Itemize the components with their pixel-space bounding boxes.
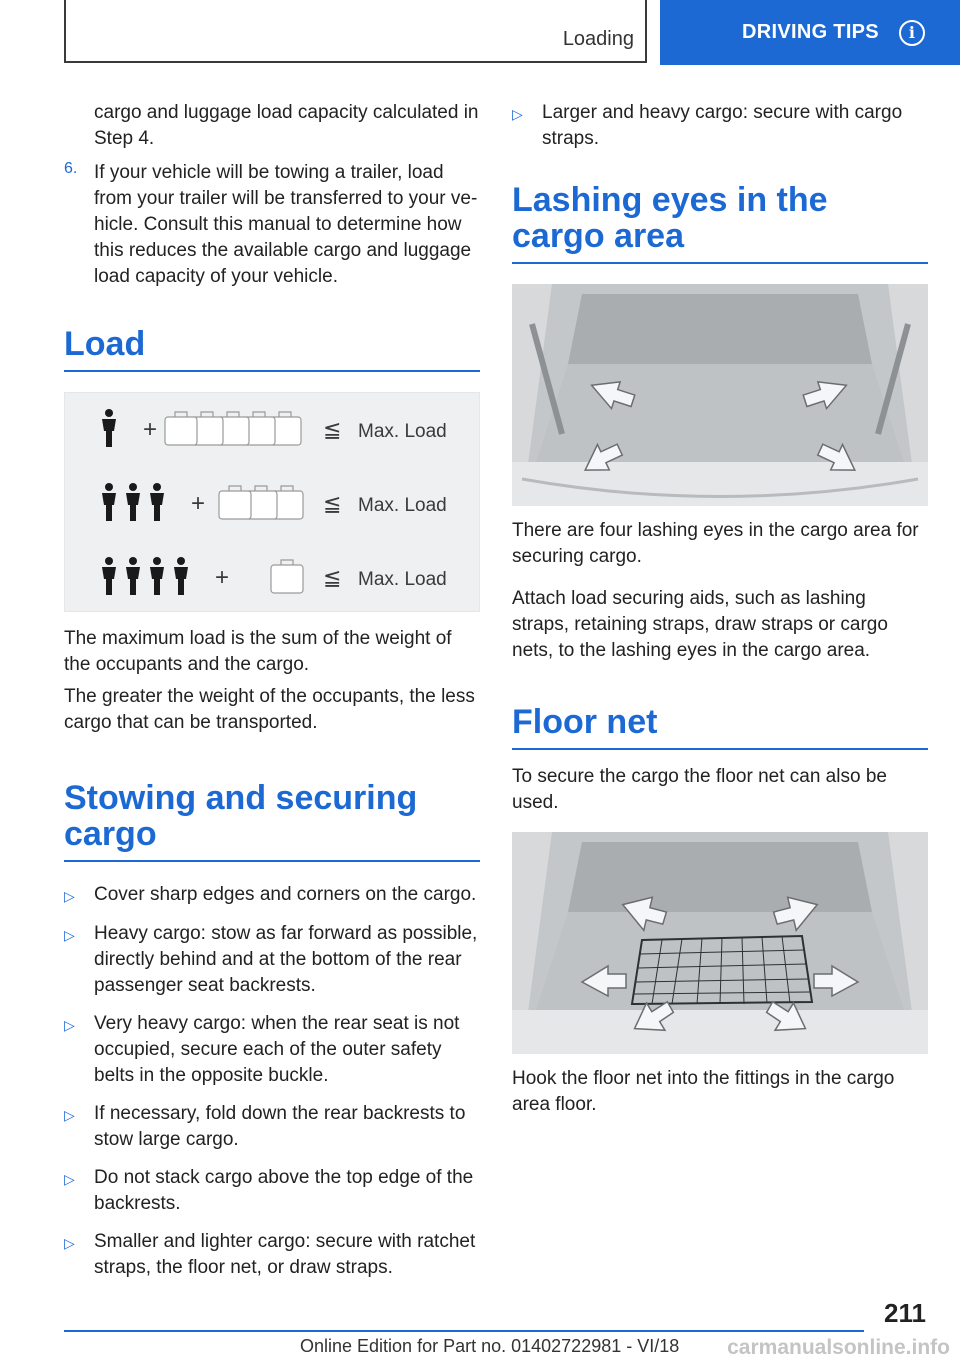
person-icon [150,483,164,521]
list-item: ▷ Cover sharp edges and corners on the cargo. [64,882,480,909]
max-load-label: Max. Load [358,495,447,516]
footer-edition: Online Edition for Part no. 01402722981 - VI/18 [300,1336,680,1356]
plus-sign: + [143,416,158,443]
less-equal-sign: ≦ [323,491,342,516]
triangle-bullet-icon: ▷ [64,1017,75,1033]
triangle-bullet-icon: ▷ [64,1235,75,1251]
lashing-eyes-heading: Lashing eyes in the cargo area [512,182,928,264]
continued-list [512,100,928,152]
lashing-paragraph-1: There are four lashing eyes in the cargo area for securing cargo. [512,520,919,567]
person-icon [102,409,116,447]
floor-net-heading: Floor net [512,704,928,750]
less-equal-sign: ≦ [323,417,342,442]
list-item: ▷ Do not stack cargo above the top edge of the backrests. [64,1165,480,1217]
load-paragraph-1: The maximum load is the sum of the weight of the occupants and the cargo. [64,628,452,675]
triangle-bullet-icon: ▷ [64,1171,75,1187]
floor-net-photo [512,832,928,1054]
chapter-title: DRIVING TIPS [742,21,879,43]
continued-paragraph: cargo and luggage load capacity calculated in Step 4. [94,102,479,149]
stowing-list [64,882,480,1281]
right-column [512,100,928,1118]
load-figure [64,392,480,612]
stowing-heading: Stowing and securing cargo [64,780,480,862]
person-icon [102,483,116,521]
list-item: ▷ Heavy cargo: stow as far forward as possible, directly behind and at the bottom of the rear passenger seat backrests. [64,921,480,999]
less-equal-sign: ≦ [323,565,342,590]
load-diagram [65,393,479,611]
section-title: Loading [562,28,634,50]
person-icon [102,557,116,595]
numbered-item-6 [64,160,480,290]
max-load-label: Max. Load [358,421,447,442]
lashing-paragraph-2: Attach load securing aids, such as lashing straps, retaining straps, draw straps or cargo nets, to the lashing eyes in the cargo area. [512,588,888,661]
floor-net-paragraph-2: Hook the floor net into the fittings in the cargo area floor. [512,1068,895,1115]
header-left-frame [64,0,647,63]
triangle-bullet-icon: ▷ [64,1107,75,1123]
person-icon [174,557,188,595]
item-text: If your vehicle will be towing a trailer, load from your trailer will be transferred to your ve‐hicle. Consult this manual to determine how this reduces the available cargo and luggage load capacity of your vehicle. [94,162,478,287]
watermark: carmanualsonline.info [727,1336,950,1359]
suitcase-icon [165,412,197,445]
item-number: 6. [64,160,78,177]
page-number: 211 [884,1298,926,1328]
person-icon [126,483,140,521]
floor-net-paragraph-1: To secure the cargo the floor net can also be used. [512,766,887,813]
list-item: ▷ Larger and heavy cargo: secure with cargo straps. [512,100,928,152]
left-column [64,100,480,1293]
triangle-bullet-icon: ▷ [512,106,523,122]
load-paragraph-2: The greater the weight of the occupants, the less cargo that can be transported. [64,686,475,733]
person-icon [150,557,164,595]
plus-sign: + [191,490,206,517]
load-heading: Load [64,326,480,372]
floor-net-illustration [512,832,928,1054]
plus-sign: + [215,564,230,591]
footer-divider [64,1330,864,1332]
cargo-area-photo [512,284,928,506]
list-item: ▷ Very heavy cargo: when the rear seat is not occupied, secure each of the outer safety belts in the opposite buckle. [64,1011,480,1089]
triangle-bullet-icon: ▷ [64,888,75,904]
list-item: ▷ If necessary, fold down the rear backrests to stow large cargo. [64,1101,480,1153]
lashing-eyes-illustration [512,284,928,506]
list-item: ▷ Smaller and lighter cargo: secure with ratchet straps, the floor net, or draw straps. [64,1229,480,1281]
suitcase-icon [219,486,251,519]
info-circle-icon[interactable]: i [899,20,925,46]
suitcase-icon [271,560,303,593]
max-load-label: Max. Load [358,569,447,590]
triangle-bullet-icon: ▷ [64,927,75,943]
chapter-tab[interactable] [660,0,960,65]
person-icon [126,557,140,595]
